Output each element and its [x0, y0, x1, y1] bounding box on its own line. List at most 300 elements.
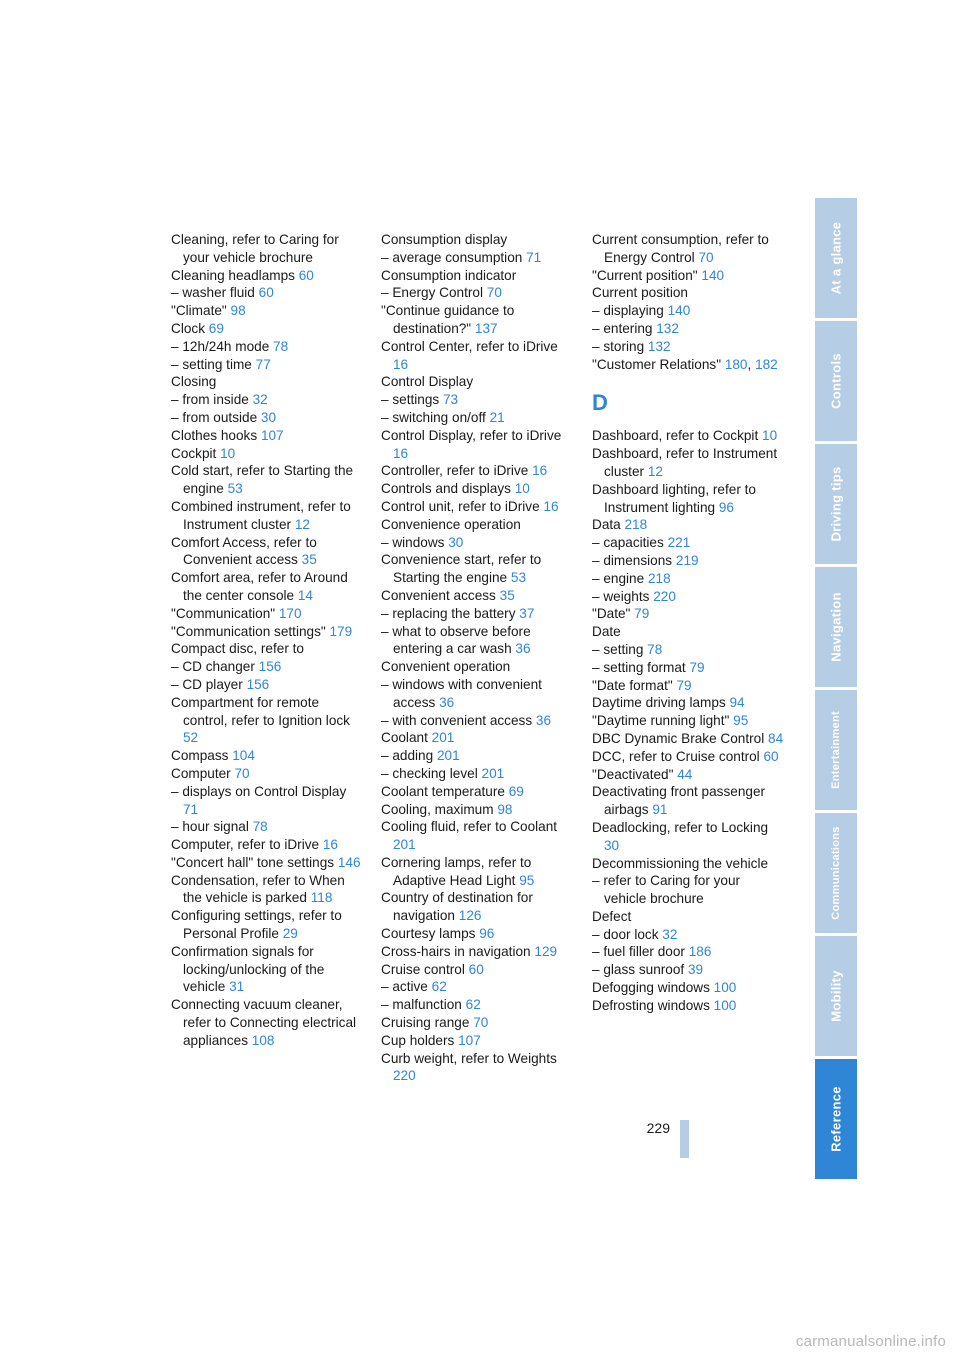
index-entry: [171, 872, 363, 908]
index-entry: [381, 284, 573, 302]
index-entry-text: Coolant: [381, 730, 428, 746]
page-refs: [298, 588, 313, 603]
page-link[interactable]: 179: [329, 623, 353, 639]
index-entry: [171, 462, 363, 498]
tab-communications[interactable]: [815, 813, 857, 933]
index-entry: [171, 676, 363, 694]
index-entry-text: "Current position": [592, 267, 698, 283]
page-link[interactable]: 107: [458, 1032, 481, 1048]
index-entry-text: Country of destination for navigation: [381, 890, 533, 924]
page-link[interactable]: 60: [468, 961, 484, 977]
index-entry: [592, 997, 784, 1015]
page-link[interactable]: 62: [465, 997, 481, 1013]
page-refs: [656, 321, 679, 336]
index-entry-text: – displaying: [592, 303, 664, 319]
index-entry-text: – hour signal: [171, 819, 249, 835]
page-link[interactable]: 219: [675, 552, 699, 568]
page-refs: [625, 517, 648, 532]
index-entry-text: – switching on/off: [381, 409, 486, 425]
index-entry-text: Date: [592, 624, 621, 640]
page-link[interactable]: 30: [448, 534, 464, 550]
page-refs: [653, 589, 676, 604]
index-entry: [381, 961, 573, 979]
page-refs: [220, 446, 235, 461]
index-entry-text: – glass sunroof: [592, 962, 685, 978]
page-refs: [459, 908, 482, 923]
index-entry: [381, 338, 573, 374]
page-refs: [689, 660, 704, 675]
page-refs: [500, 588, 515, 603]
page-link[interactable]: 16: [322, 837, 338, 853]
page-refs: [295, 517, 310, 532]
page-refs: [511, 570, 526, 585]
page-link[interactable]: 201: [431, 730, 455, 746]
index-entry-text: Control Center, refer to iDrive: [381, 338, 558, 354]
page-refs: [183, 802, 198, 817]
index-entry: [381, 658, 573, 676]
page-refs: [536, 713, 551, 728]
page-refs: [714, 998, 737, 1013]
index-entry: [592, 872, 784, 908]
index-entry: [592, 641, 784, 659]
index-entry-text: – checking level: [381, 765, 478, 781]
page-refs: [330, 624, 353, 639]
index-entry-text: "Concert hall" tone settings: [171, 854, 335, 870]
index-entry: [381, 391, 573, 409]
page-refs: [509, 784, 524, 799]
index-entry-text: Configuring settings, refer to Personal Profile: [171, 908, 342, 942]
watermark: carmanualsonline.info: [795, 1333, 946, 1350]
index-entry-text: Controller, refer to iDrive: [381, 463, 529, 479]
index-entry-text: "Date": [592, 606, 631, 622]
index-entry-text: Consumption indicator: [381, 267, 517, 283]
page-refs: [393, 446, 408, 461]
index-entry: [171, 818, 363, 836]
index-entry: [592, 320, 784, 338]
index-entry-text: Cross-hairs in navigation: [381, 943, 531, 959]
page-refs: [338, 855, 361, 870]
page-refs: [253, 819, 268, 834]
page-link[interactable]: 91: [652, 802, 668, 818]
page-link[interactable]: 132: [656, 320, 679, 336]
page-refs: [323, 837, 338, 852]
index-entry-text: – malfunction: [381, 997, 462, 1013]
page-link[interactable]: 10: [220, 445, 236, 461]
index-entry: [592, 534, 784, 552]
index-entry: [171, 338, 363, 356]
page-link[interactable]: 94: [729, 695, 745, 711]
index-entry: [171, 302, 363, 320]
page-link[interactable]: 30: [260, 409, 277, 425]
page-link[interactable]: 70: [486, 285, 502, 301]
page-link[interactable]: 100: [713, 997, 737, 1013]
index-entry: [171, 498, 363, 534]
page-link[interactable]: 218: [647, 570, 671, 586]
tab-entertainment[interactable]: [815, 690, 857, 810]
index-entry: [381, 729, 573, 747]
index-entry-text: Cockpit: [171, 445, 217, 461]
page-link[interactable]: 69: [208, 320, 224, 336]
page-refs: [604, 838, 619, 853]
index-entry-text: – windows: [381, 534, 445, 550]
page-refs: [283, 926, 298, 941]
index-entry-text: Computer, refer to iDrive: [171, 837, 320, 853]
index-entry-text: Current consumption, refer to Energy Control: [592, 232, 769, 265]
tab-reference[interactable]: [815, 1059, 857, 1179]
tab-navigation[interactable]: [815, 567, 857, 687]
index-entry: [171, 373, 363, 391]
page-refs: [259, 285, 274, 300]
page-link[interactable]: 79: [676, 677, 692, 693]
index-entry: [381, 249, 573, 267]
tab-driving-tips[interactable]: [815, 444, 857, 564]
index-entry: [592, 783, 784, 819]
page-refs: [714, 980, 737, 995]
tab-controls[interactable]: [815, 321, 857, 441]
index-entry: [592, 570, 784, 588]
index-entry-text: – setting: [592, 641, 644, 657]
page-refs: [393, 837, 416, 852]
page-link[interactable]: 35: [499, 587, 515, 603]
index-entry: [381, 712, 573, 730]
index-entry: [171, 996, 363, 1049]
page-refs: [229, 979, 244, 994]
index-entry-text: – from inside: [171, 392, 249, 408]
index-entry: [171, 765, 363, 783]
index-entry-text: – what to observe before entering a car wash: [381, 623, 531, 657]
index-entry: [381, 765, 573, 783]
index-entry: [592, 748, 784, 766]
page-link[interactable]: 96: [718, 499, 734, 515]
page-link[interactable]: 100: [713, 980, 737, 996]
page-refs: [497, 802, 512, 817]
page-link[interactable]: 10: [514, 481, 530, 497]
page-link[interactable]: 107: [260, 427, 284, 443]
index-column-1: [171, 231, 363, 1050]
index-entry-text: Condensation, refer to When the vehicle is parked: [171, 872, 345, 906]
page-refs: [482, 766, 505, 781]
index-entry-text: – with convenient access: [381, 712, 533, 728]
page-link[interactable]: 71: [526, 249, 542, 265]
index-entry-text: Dashboard lighting, refer to Instrument lighting: [592, 481, 756, 515]
index-entry-text: Curb weight, refer to Weights: [381, 1050, 557, 1066]
page-link[interactable]: 36: [515, 641, 531, 657]
index-entry-text: – washer fluid: [171, 285, 255, 301]
index-entry: [381, 605, 573, 623]
index-entry: [171, 658, 363, 676]
index-entry: [381, 373, 573, 391]
index-entry-text: – 12h/24h mode: [171, 338, 270, 354]
page-link[interactable]: 132: [647, 338, 671, 354]
page-link[interactable]: 16: [543, 498, 559, 514]
index-entry: [381, 302, 573, 338]
page-link[interactable]: 16: [393, 356, 409, 372]
page-refs: [302, 552, 317, 567]
page-refs: [689, 944, 712, 959]
index-entry-text: – refer to Caring for your vehicle brochure: [592, 873, 741, 907]
page-link[interactable]: 79: [634, 606, 650, 622]
page-link[interactable]: 104: [232, 748, 255, 764]
index-entry-text: Cruising range: [381, 1015, 470, 1031]
index-entry-text: Dashboard, refer to Cockpit: [592, 428, 759, 444]
page-refs: [475, 321, 498, 336]
index-entry-text: Coolant temperature: [381, 783, 505, 799]
page-link[interactable]: 36: [439, 694, 455, 710]
page-link[interactable]: 78: [273, 338, 289, 354]
page-refs: [247, 677, 270, 692]
page-link[interactable]: 140: [701, 267, 725, 283]
index-entry-text: Compass: [171, 748, 229, 764]
index-entry-text: – Energy Control: [381, 285, 484, 301]
page-refs: [299, 268, 314, 283]
page-link[interactable]: 44: [677, 766, 693, 782]
index-entry: [171, 907, 363, 943]
page-link[interactable]: 126: [458, 908, 482, 924]
page-link[interactable]: 70: [698, 249, 714, 265]
index-entry-text: Compartment for remote control, refer to Ignition lock: [171, 694, 350, 728]
index-entry-text: Defogging windows: [592, 980, 710, 996]
page-link[interactable]: 30: [604, 837, 620, 853]
index-entry: [381, 943, 573, 961]
page-link[interactable]: 98: [230, 303, 246, 319]
page-link[interactable]: 78: [647, 641, 663, 657]
index-entry-text: Convenient operation: [381, 659, 511, 675]
tab-label: At a glance: [828, 221, 844, 295]
index-entry: [171, 694, 363, 747]
page-link[interactable]: 186: [688, 944, 712, 960]
page-link[interactable]: 98: [497, 801, 513, 817]
tab-at-a-glance[interactable]: [815, 198, 857, 318]
index-entry-text: DCC, refer to Cruise control: [592, 748, 760, 764]
index-entry: [592, 284, 784, 302]
page-link[interactable]: 95: [519, 872, 535, 888]
page-link[interactable]: 32: [662, 926, 678, 942]
index-entry: [381, 623, 573, 659]
index-entry: [381, 516, 573, 534]
page-link[interactable]: 35: [301, 552, 317, 568]
page-link[interactable]: 180: [724, 356, 748, 372]
tab-label: Driving tips: [828, 466, 844, 542]
index-entry-text: Control Display: [381, 374, 474, 390]
index-entry: [592, 979, 784, 997]
page-link[interactable]: 36: [535, 712, 552, 728]
tab-label: Mobility: [828, 970, 844, 1022]
index-entry-text: – capacities: [592, 535, 664, 551]
index-entry-text: – setting format: [592, 659, 686, 675]
index-entry: [592, 855, 784, 873]
page-link[interactable]: 170: [278, 605, 302, 621]
page-link[interactable]: 12: [294, 516, 310, 532]
index-entry-text: Data: [592, 517, 621, 533]
index-entry-text: – engine: [592, 570, 645, 586]
index-entry-text: Comfort Access, refer to Convenient access: [171, 534, 317, 568]
page-refs: [698, 250, 713, 265]
page-refs: [228, 481, 243, 496]
page-link[interactable]: 156: [246, 676, 270, 692]
index-entry-text: – weights: [592, 588, 650, 604]
page-refs: [733, 713, 748, 728]
page-refs: [515, 481, 530, 496]
page-link[interactable]: 69: [508, 783, 524, 799]
page-link[interactable]: 14: [297, 587, 313, 603]
index-entry: [381, 818, 573, 854]
page-refs: [701, 268, 724, 283]
index-entry: [592, 623, 784, 641]
page-link[interactable]: 12: [647, 463, 663, 479]
page-link[interactable]: 62: [431, 979, 447, 995]
index-entry: [171, 747, 363, 765]
index-entry-text: Cruise control: [381, 961, 465, 977]
index-entry: [171, 854, 363, 872]
page-link[interactable]: 60: [258, 285, 274, 301]
page-link[interactable]: 182: [755, 356, 778, 372]
index-entry-text: – adding: [381, 748, 434, 764]
index-entry-text: – setting time: [171, 356, 252, 372]
index-entry-text: Clothes hooks: [171, 427, 258, 443]
page-refs: [677, 767, 692, 782]
page-link[interactable]: 52: [183, 730, 199, 746]
page-link[interactable]: 218: [624, 517, 648, 533]
index-entry: [381, 587, 573, 605]
index-entry-text: Decommissioning the vehicle: [592, 855, 769, 871]
page-link[interactable]: 53: [227, 481, 243, 497]
page-link[interactable]: 10: [762, 428, 778, 444]
page-refs: [479, 926, 494, 941]
index-entry-text: – door lock: [592, 926, 659, 942]
index-entry: [592, 516, 784, 534]
index-entry-text: Daytime driving lamps: [592, 695, 726, 711]
index-entry: [592, 908, 784, 926]
page-refs: [764, 749, 779, 764]
page-link[interactable]: 108: [251, 1032, 275, 1048]
index-entry: [171, 943, 363, 996]
page-link[interactable]: 53: [510, 570, 527, 586]
page-link[interactable]: 137: [474, 320, 498, 336]
index-entry: [592, 694, 784, 712]
page-refs: [634, 606, 649, 621]
page-link[interactable]: 220: [653, 588, 676, 604]
index-entry: [381, 783, 573, 801]
index-entry-text: "Daytime running light": [592, 713, 730, 729]
page-link[interactable]: 60: [763, 748, 779, 764]
page-link[interactable]: 78: [252, 819, 268, 835]
page-link[interactable]: 60: [298, 267, 314, 283]
page-refs: [443, 392, 458, 407]
index-entry-text: Convenience start, refer to Starting the engine: [381, 552, 542, 586]
page-refs: [234, 766, 249, 781]
index-entry: [381, 854, 573, 890]
page-link[interactable]: 201: [481, 765, 505, 781]
page-link[interactable]: 156: [258, 659, 282, 675]
index-entry-text: Connecting vacuum cleaner, refer to Connecting electrical appliances: [171, 997, 357, 1048]
page-refs: [432, 979, 447, 994]
page-link[interactable]: 71: [183, 801, 199, 817]
page-refs: [487, 285, 502, 300]
index-entry: [171, 427, 363, 445]
index-entry-text: Confirmation signals for locking/unlocking of the vehicle: [171, 943, 325, 995]
index-entry-text: Cornering lamps, refer to Adaptive Head Light: [381, 854, 532, 888]
page-link[interactable]: 220: [393, 1068, 416, 1084]
page-link[interactable]: 79: [689, 659, 705, 675]
tab-label: Communications: [830, 826, 842, 920]
index-entry: [171, 836, 363, 854]
index-entry: [381, 925, 573, 943]
index-entry: [171, 409, 363, 427]
page-refs: [259, 659, 282, 674]
page-link[interactable]: 201: [436, 748, 460, 764]
page-link[interactable]: 73: [442, 392, 459, 408]
page-link[interactable]: 140: [667, 303, 691, 319]
page-link[interactable]: 70: [234, 765, 250, 781]
page-link[interactable]: 29: [282, 926, 298, 942]
page-link[interactable]: 21: [489, 409, 505, 425]
page-link[interactable]: 16: [393, 445, 409, 461]
page-link[interactable]: 32: [252, 392, 268, 408]
page-refs: [439, 695, 454, 710]
index-column-2: [381, 231, 573, 1085]
page-link[interactable]: 39: [687, 962, 704, 978]
index-entry-text: Current position: [592, 285, 688, 301]
index-entry-text: Cooling, maximum: [381, 801, 494, 817]
page-refs: [676, 678, 691, 693]
index-entry-text: Computer: [171, 765, 231, 781]
index-entry-text: Cup holders: [381, 1032, 455, 1048]
index-section-letter: D: [592, 390, 608, 416]
index-entry-text: Closing: [171, 374, 217, 390]
tab-label: Entertainment: [830, 711, 842, 789]
page-refs: [393, 1068, 416, 1083]
index-entry-text: Cooling fluid, refer to Coolant: [381, 819, 558, 835]
page-number-bar: [680, 1120, 689, 1158]
page-link[interactable]: 37: [519, 605, 535, 621]
page-link[interactable]: 70: [473, 1015, 489, 1031]
index-entry: [381, 551, 573, 587]
index-entry-text: Combined instrument, refer to Instrument cluster: [171, 498, 351, 532]
page-link[interactable]: 77: [255, 356, 271, 372]
index-entry: [592, 552, 784, 570]
page-link[interactable]: 146: [337, 854, 361, 870]
index-entry: [381, 1014, 573, 1032]
page-refs: [448, 535, 463, 550]
page-link[interactable]: 31: [229, 979, 245, 995]
page-refs: [261, 410, 276, 425]
page-link[interactable]: 96: [479, 926, 495, 942]
page-refs: [311, 890, 333, 905]
index-entry: [592, 730, 784, 748]
index-entry-text: Convenient access: [381, 587, 496, 603]
index-entry: [381, 409, 573, 427]
index-entry-text: – settings: [381, 392, 440, 408]
page-link[interactable]: 221: [667, 535, 691, 551]
page-link[interactable]: 201: [393, 837, 416, 853]
index-entry: [381, 231, 573, 249]
page-refs: 180, 182: [724, 356, 778, 372]
page-refs: [231, 303, 246, 318]
page-link[interactable]: 84: [768, 730, 784, 746]
page-link[interactable]: 118: [310, 890, 333, 906]
index-entry-text: Controls and displays: [381, 481, 511, 497]
tab-mobility[interactable]: [815, 936, 857, 1056]
index-entry-text: Cleaning headlamps: [171, 267, 295, 283]
page-link[interactable]: 129: [534, 943, 558, 959]
index-entry-text: – windows with convenient access: [381, 676, 542, 710]
tab-label: Controls: [828, 353, 844, 409]
index-entry-text: – replacing the battery: [381, 605, 516, 621]
index-entry-text: Cleaning, refer to Caring for your vehicle brochure: [171, 232, 339, 265]
page-link[interactable]: 16: [532, 463, 548, 479]
page-link[interactable]: 95: [733, 713, 749, 729]
index-entry: [592, 356, 784, 374]
